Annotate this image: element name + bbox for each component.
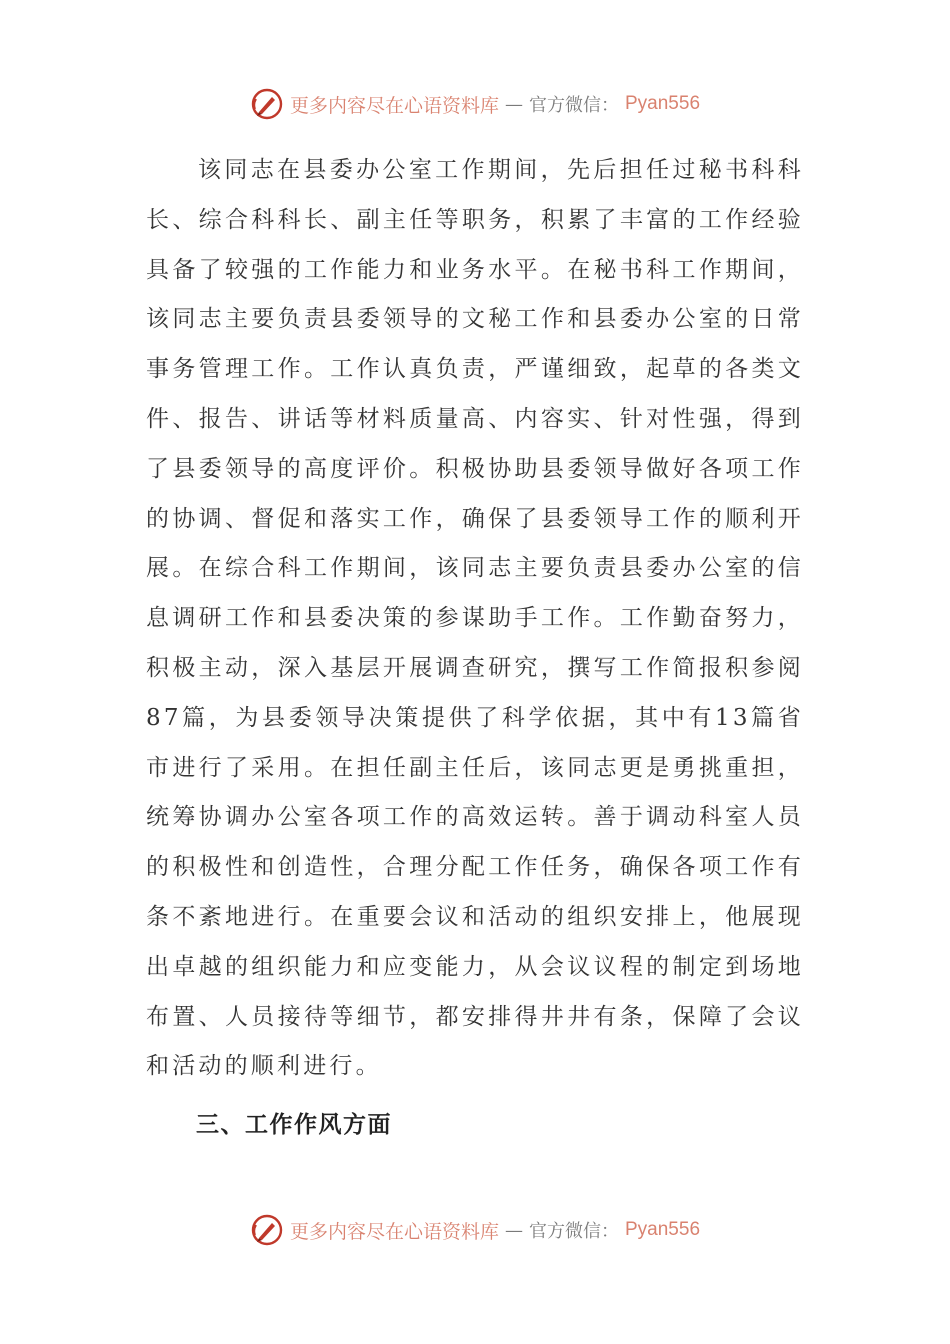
banner-dash: —	[505, 93, 523, 115]
banner-sub-text: 官方微信：	[529, 1221, 619, 1242]
section-heading: 三、工作作风方面	[196, 1111, 392, 1139]
banner-main-text: 更多内容尽在心语资料库	[289, 94, 499, 117]
pen-circle-icon	[250, 1213, 284, 1247]
pen-circle-icon	[250, 87, 284, 121]
document-body	[146, 146, 804, 1150]
footer-banner	[0, 1212, 950, 1248]
banner-main-text: 更多内容尽在心语资料库	[289, 1220, 499, 1243]
banner-sub-text: 官方微信：	[529, 95, 619, 116]
banner-dash: —	[505, 1219, 523, 1241]
header-banner	[0, 86, 950, 122]
banner-wechat-id: Pyan556	[625, 93, 701, 114]
banner-wechat-id: Pyan556	[625, 1219, 701, 1240]
body-paragraph: 该同志在县委办公室工作期间，先后担任过秘书科科长、综合科科长、副主任等职务，积累了丰富的工作经验具备了较强的工作能力和业务水平。在秘书科工作期间，该同志主要负责县委领导的文秘工作和县委办公室的日常事务管理工作。工作认真负责，严谨细致，起草的各类文件、报告、讲话等材料质量高、内容实、针对性强，得到了县委领导的高度评价。积极协助县委领导做好各项工作的协调、督促和落实工作，确保了县委领导工作的顺利开展。在综合科工作期间，该同志主要负责县委办公室的信息调研工作和县委决策的参谋助手工作。工作勤奋努力，积极主动，深入基层开展调查研究，撰写工作简报积参阅87篇，为县委领导决策提供了科学依据，其中有13篇省市进行了采用。在担任副主任后，该同志更是勇挑重担，统筹协调办公室各项工作的高效运转。善于调动科室人员的积极性和创造性，合理分配工作任务，确保各项工作有条不紊地进行。在重要会议和活动的组织安排上，他展现出卓越的组织能力和应变能力，从会议议程的制定到场地布置、人员接待等细节，都安排得井井有条，保障了会议和活动的顺利进行。	[146, 157, 804, 1080]
